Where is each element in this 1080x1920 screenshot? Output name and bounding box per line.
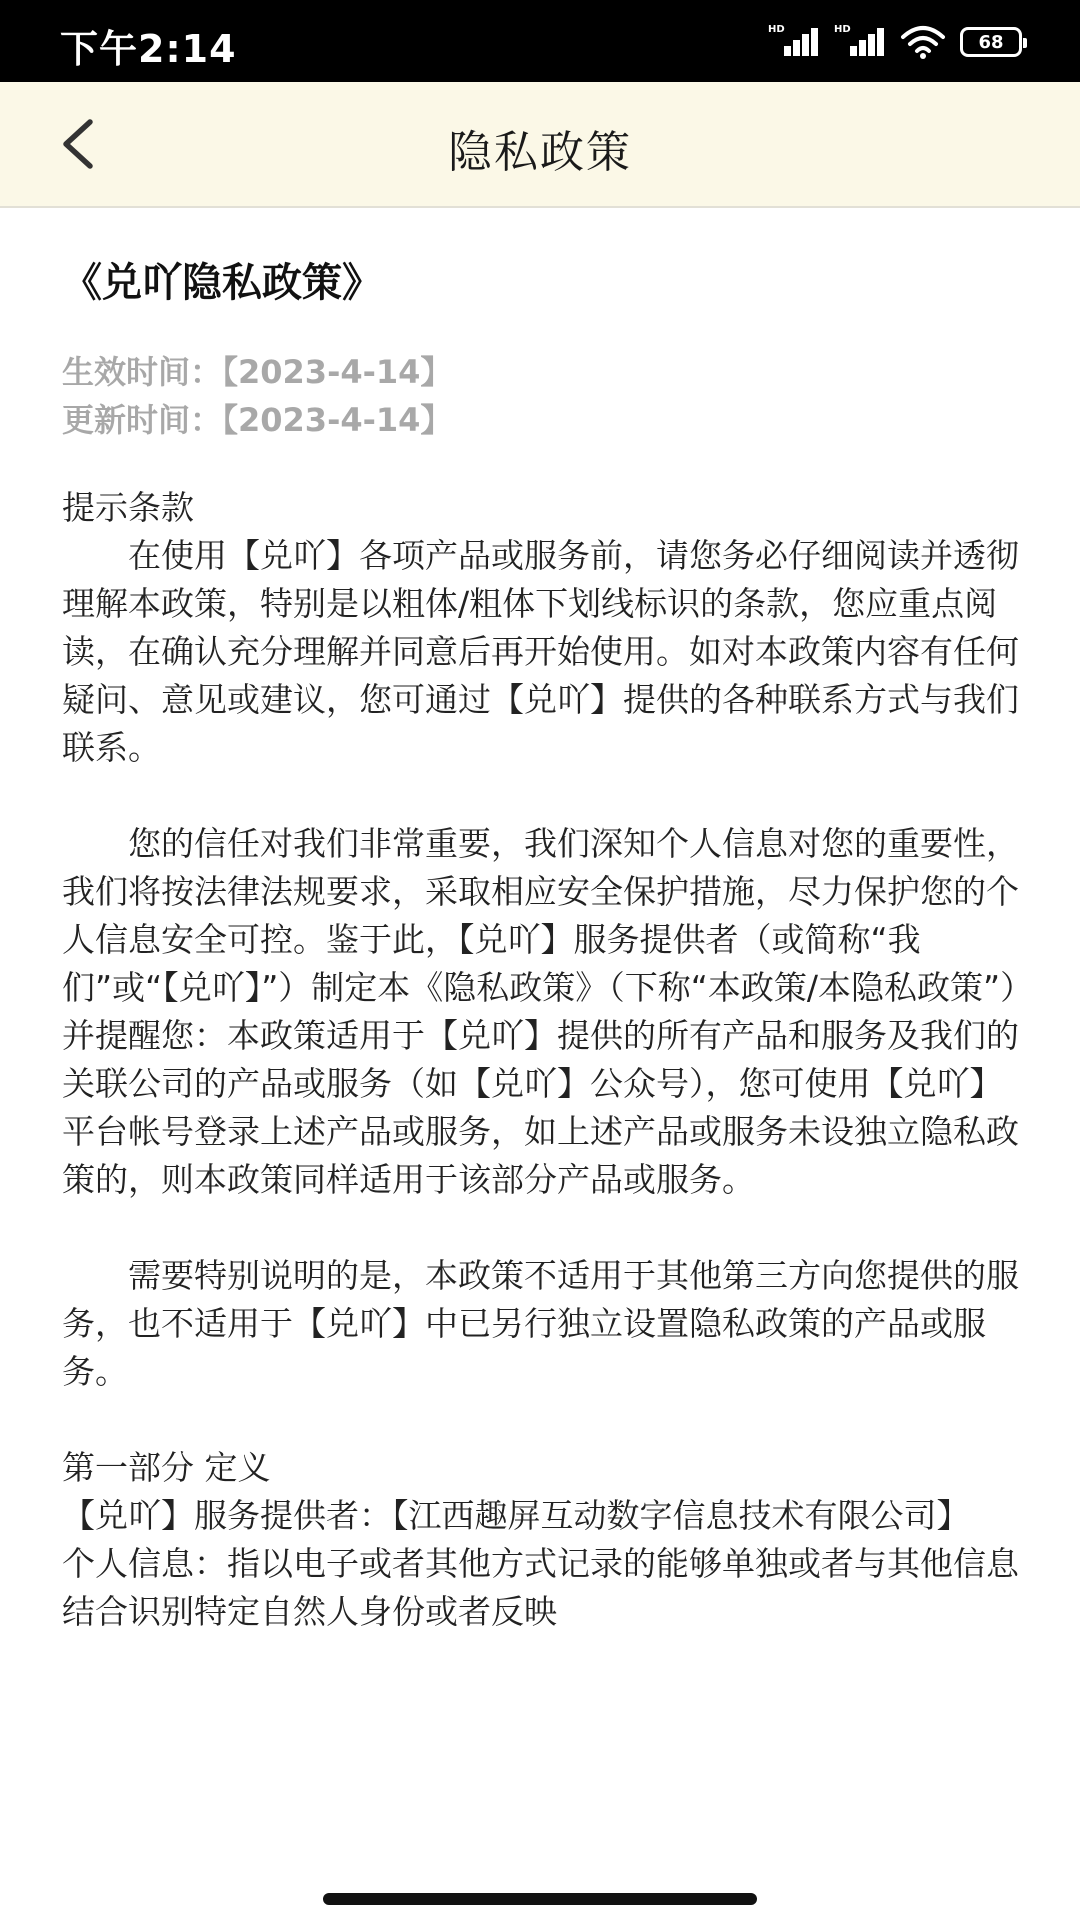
section-heading: 提示条款 bbox=[62, 488, 194, 527]
updated-date: 更新时间：【2023-4-14】 bbox=[62, 401, 453, 439]
effective-date: 生效时间：【2023-4-14】 bbox=[62, 353, 453, 391]
battery-icon bbox=[960, 27, 1022, 57]
battery-level: 68 bbox=[978, 31, 1004, 53]
document-title: 《兑吖隐私政策》 bbox=[62, 260, 382, 306]
nav-bar bbox=[0, 82, 1080, 208]
page-title: 隐私政策 bbox=[448, 127, 632, 178]
policy-paragraph: 【兑吖】服务提供者：【江西趣屏互动数字信息技术有限公司】 bbox=[62, 1496, 970, 1535]
policy-body bbox=[62, 484, 1022, 1636]
cellular-signal-icon bbox=[834, 24, 886, 60]
status-time: 下午2:14 bbox=[60, 27, 237, 71]
policy-content bbox=[62, 208, 1022, 1636]
home-indicator[interactable] bbox=[323, 1893, 757, 1905]
policy-paragraph: 个人信息：指以电子或者其他方式记录的能够单独或者与其他信息结合识别特定自然人身份或者反映 bbox=[62, 1544, 1019, 1631]
wifi-icon bbox=[900, 25, 946, 59]
policy-paragraph: 您的信任对我们非常重要，我们深知个人信息对您的重要性，我们将按法律法规要求，采取相应安全保护措施，尽力保护您的个人信息安全可控。鉴于此，【兑吖】服务提供者（或简称“我们”或“【兑吖】”）制定本《隐私政策》（下称“本政策/本隐私政策”）并提醒您：本政策适用于【兑吖】提供的所有产品和服务及我们的关联公司的产品或服务（如【兑吖】公众号），您可使用【兑吖】平台帐号登录上述产品或服务，如上述产品或服务未设独立隐私政策的，则本政策同样适用于该部分产品或服务。 bbox=[62, 824, 1019, 1199]
section-heading: 第一部分 定义 bbox=[62, 1448, 271, 1487]
document-meta bbox=[62, 348, 1022, 444]
signal-hd-label: HD bbox=[834, 24, 851, 35]
policy-paragraph: 需要特别说明的是，本政策不适用于其他第三方向您提供的服务，也不适用于【兑吖】中已另行独立设置隐私政策的产品或服务。 bbox=[62, 1256, 1019, 1391]
status-bar bbox=[0, 0, 1080, 82]
status-icons bbox=[768, 20, 1022, 64]
cellular-signal-icon bbox=[768, 24, 820, 60]
policy-paragraph: 在使用【兑吖】各项产品或服务前，请您务必仔细阅读并透彻理解本政策，特别是以粗体/粗体下划线标识的条款，您应重点阅读，在确认充分理解并同意后再开始使用。如对本政策内容有任何疑问、意见或建议，您可通过【兑吖】提供的各种联系方式与我们联系。 bbox=[62, 536, 1019, 767]
signal-hd-label: HD bbox=[768, 24, 785, 35]
